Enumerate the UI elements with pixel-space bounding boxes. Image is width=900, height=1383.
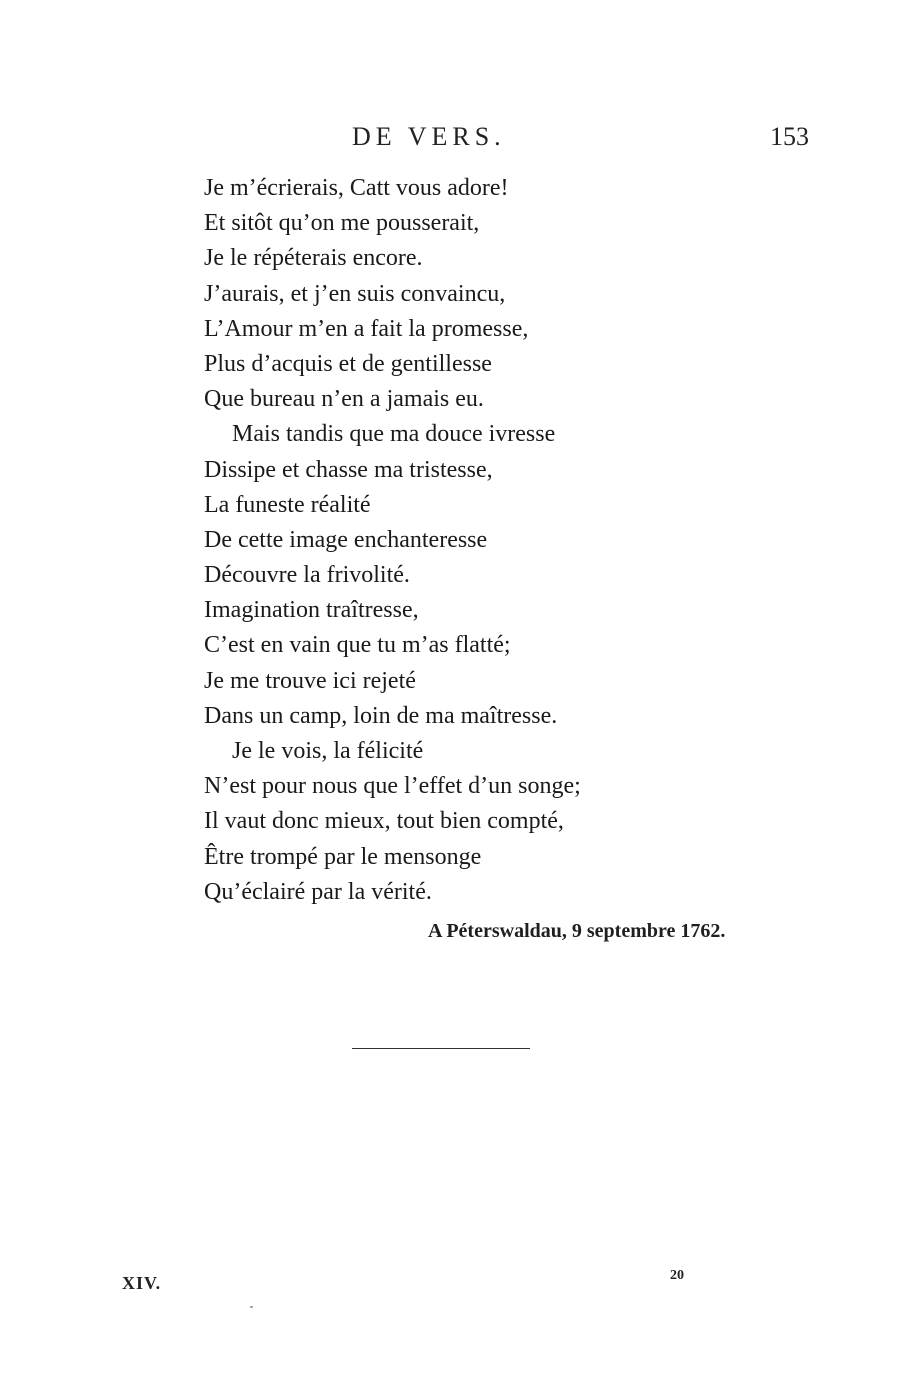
verse-line: Dissipe et chasse ma tristesse,: [204, 456, 493, 483]
verse-line: La funeste réalité: [204, 491, 371, 518]
verse-line: Je me trouve ici rejeté: [204, 667, 416, 694]
verse-line: Mais tandis que ma douce ivresse: [232, 421, 556, 448]
verse-line: Dans un camp, loin de ma maîtresse.: [204, 702, 558, 729]
verse-line: Imagination traîtresse,: [204, 597, 419, 624]
verse-line: J’aurais, et j’en suis convaincu,: [204, 280, 506, 307]
verse-line: N’est pour nous que l’effet d’un songe;: [204, 773, 581, 800]
page-number: 153: [770, 122, 809, 151]
paper-speck: [250, 1306, 253, 1308]
verse-line: Il vaut donc mieux, tout bien compté,: [204, 808, 564, 835]
verse-line: Je m’écrierais, Catt vous adore!: [204, 175, 509, 201]
signature-mark: XIV.: [122, 1273, 162, 1293]
verse-line: C’est en vain que tu m’as flatté;: [204, 632, 511, 659]
verse-line: De cette image enchanteresse: [204, 526, 488, 553]
verse-line: Découvre la frivolité.: [204, 562, 410, 589]
verse-line: Être trompé par le mensonge: [204, 843, 482, 870]
section-divider: [352, 1048, 530, 1049]
verse-line: L’Amour m’en a fait la promesse,: [204, 315, 529, 342]
verse-line: Que bureau n’en a jamais eu.: [204, 386, 484, 413]
verse-line: Qu’éclairé par la vérité.: [204, 878, 432, 905]
verse-line: Je le vois, la félicité: [232, 738, 424, 764]
running-head: DE VERS.: [352, 122, 506, 151]
verse-line: Et sitôt qu’on me pousserait,: [204, 210, 480, 237]
verse-line: Je le répéterais encore.: [204, 245, 423, 272]
dateline: A Péterswaldau, 9 septembre 1762.: [428, 920, 726, 942]
poem-verse: [204, 171, 824, 910]
verse-line: Plus d’acquis et de gentillesse: [204, 350, 492, 377]
gathering-number: 20: [670, 1268, 684, 1283]
